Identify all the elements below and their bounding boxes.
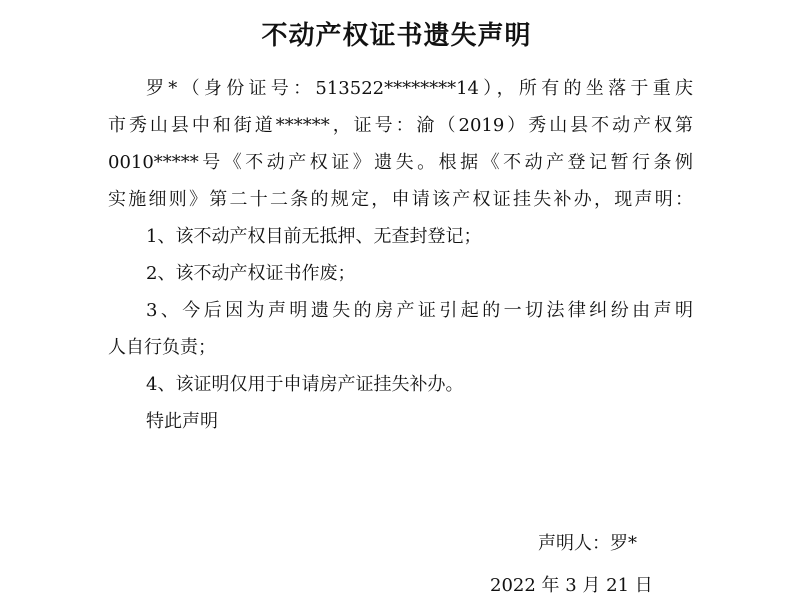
paragraph-line: 实施细则》第二十二条的规定，申请该产权证挂失补办，现声明： bbox=[108, 189, 693, 210]
declaration-item-4: 4、该证明仅用于申请房产证挂失补办。 bbox=[146, 374, 464, 395]
declarant-signature: 声明人：罗* bbox=[538, 533, 637, 554]
declaration-item-3-continued: 人自行负责； bbox=[108, 337, 216, 358]
declaration-date: 2022 年 3 月 21 日 bbox=[490, 575, 653, 596]
document-title: 不动产权证书遗失声明 bbox=[261, 21, 532, 51]
closing-statement: 特此声明 bbox=[146, 411, 218, 432]
declaration-item-2: 2、该不动产权证书作废； bbox=[146, 263, 356, 284]
paragraph-line: 市秀山县中和街道******，证号：渝（2019）秀山县不动产权第 bbox=[108, 115, 693, 136]
paragraph-line: 罗*（身份证号：513522********14），所有的坐落于重庆 bbox=[146, 78, 693, 99]
declaration-item-3: 3、今后因为声明遗失的房产证引起的一切法律纠纷由声明 bbox=[146, 300, 693, 321]
declaration-item-1: 1、该不动产权目前无抵押、无查封登记； bbox=[146, 226, 482, 247]
paragraph-line: 0010*****号《不动产权证》遗失。根据《不动产登记暂行条例 bbox=[108, 152, 693, 173]
document-body bbox=[108, 70, 693, 440]
